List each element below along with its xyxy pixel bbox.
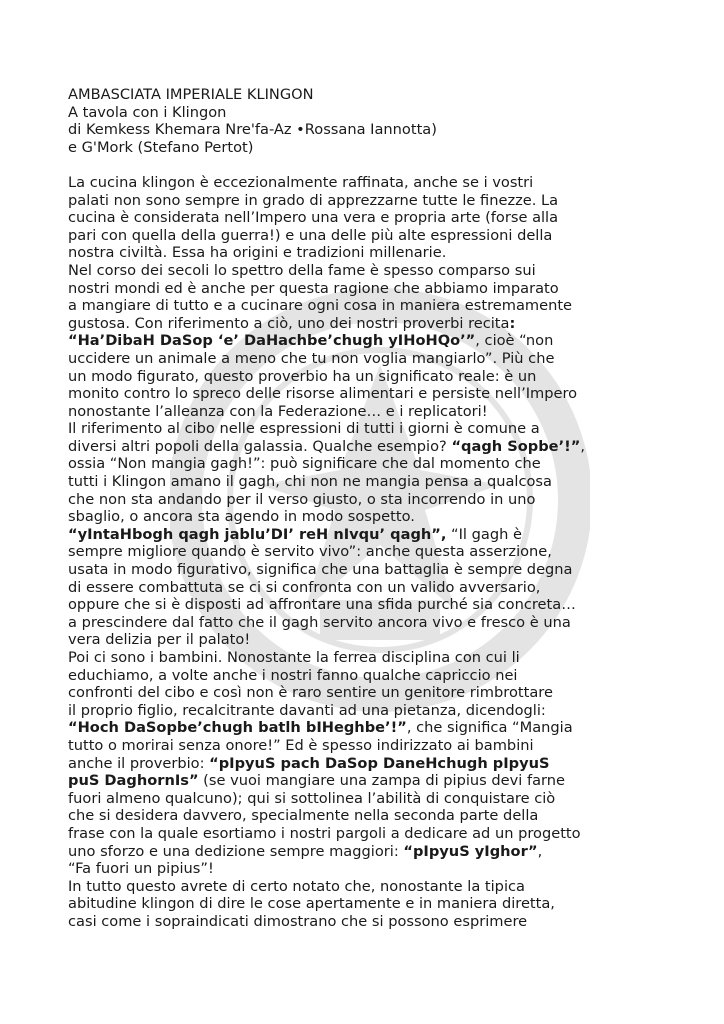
body-text: “Fa fuori un pipius”!: [68, 860, 214, 878]
body-line: [68, 684, 593, 702]
body-line: [68, 420, 593, 438]
body-line: [68, 209, 593, 227]
body-line: [68, 860, 593, 878]
body-line: [68, 843, 593, 861]
body-text: uno sforzo e una dedizione sempre maggiori:: [68, 842, 404, 860]
body-line: [68, 807, 593, 825]
body-line: [68, 473, 593, 491]
header-title: AMBASCIATA IMPERIALE KLINGON: [68, 86, 314, 103]
body-line: [68, 491, 593, 509]
body-line: [68, 174, 593, 192]
body-line: [68, 385, 593, 403]
body-text: che non sta andando per il verso giusto, o sta incorrendo in uno: [68, 490, 536, 508]
body-line: [68, 526, 593, 544]
body-line: [68, 737, 593, 755]
body-line: [68, 297, 593, 315]
klingon-proverb-text: puS DaghornIs”: [68, 772, 199, 790]
body-text: confronti del cibo e così non è raro sentire un genitore rimbrottare: [68, 684, 553, 702]
body-line: [68, 192, 593, 210]
body-line: [68, 913, 593, 931]
body-text: tutti i Klingon amano il gagh, chi non ne mangia pensa a qualcosa: [68, 473, 552, 491]
body-text: sempre migliore quando è servito vivo”: anche questa asserzione,: [68, 543, 552, 561]
body-text: usata in modo figurativo, significa che una battaglia è sempre degna: [68, 561, 573, 579]
body-text: casi come i sopraindicati dimostrano che si possono esprimere: [68, 912, 528, 930]
body-line: [68, 702, 593, 720]
body-text: vera delizia per il palato!: [68, 631, 251, 649]
body-line: [68, 350, 593, 368]
body-text: ,: [537, 842, 543, 860]
body-text: ,: [580, 437, 585, 455]
body-line: [68, 280, 593, 298]
body-line: [68, 719, 593, 737]
body-line: [68, 262, 593, 280]
body-text: anche il proverbio:: [68, 754, 210, 772]
body-text: gustosa. Con riferimento a ciò, uno dei nostri proverbi recita: [68, 314, 510, 332]
body-line: [68, 772, 593, 790]
body-line: [68, 403, 593, 421]
body-text: uccidere un animale a meno che tu non voglia mangiarlo”. Più che: [68, 349, 555, 367]
body-text: palati non sono sempre in grado di apprezzarne tutte le finezze. La: [68, 191, 559, 209]
body-line: [68, 878, 593, 896]
article-body: [68, 174, 593, 931]
body-text: Nel corso dei secoli lo spettro della fame è spesso comparso sui: [68, 261, 536, 279]
body-text: che si desidera davvero, specialmente nella seconda parte della: [68, 807, 539, 825]
body-line: [68, 332, 593, 350]
header-subtitle: A tavola con i Klingon: [68, 103, 227, 121]
body-line: [68, 438, 593, 456]
body-text: , cioè “non: [475, 332, 554, 350]
klingon-proverb-text: “pIpyuS pach DaSop DaneHchugh pIpyuS: [209, 754, 550, 772]
body-line: [68, 649, 593, 667]
body-line: [68, 631, 593, 649]
klingon-proverb-text: “Hoch DaSopbe’chugh batlh bIHeghbe’!”: [68, 719, 407, 737]
body-text: “Il gagh è: [446, 525, 522, 543]
body-text: educhiamo, a volte anche i nostri fanno qualche capriccio nei: [68, 666, 518, 684]
body-text: sbaglio, o ancora sta agendo in modo sospetto.: [68, 508, 415, 526]
klingon-proverb-text: “qagh Sopbe’!”: [451, 437, 581, 455]
body-line: [68, 755, 593, 773]
body-line: [68, 455, 593, 473]
body-line: [68, 825, 593, 843]
body-line: [68, 579, 593, 597]
document-page: [68, 86, 593, 931]
body-text: cucina è considerata nell’Impero una vera e propria arte (forse alla: [68, 209, 559, 227]
body-line: [68, 508, 593, 526]
body-line: [68, 561, 593, 579]
body-text: ossia “Non mangia gagh!”: può significare che dal momento che: [68, 455, 541, 473]
body-text: un modo figurato, questo proverbio ha un significato reale: è un: [68, 367, 537, 385]
body-text: , che significa “Mangia: [406, 719, 573, 737]
body-text: abitudine klingon di dire le cose apertamente e in maniera diretta,: [68, 895, 555, 913]
paragraph-gap: [68, 156, 593, 174]
body-line: [68, 227, 593, 245]
body-line: [68, 667, 593, 685]
klingon-proverb-text: “yIntaHbogh qagh jablu’DI’ reH nIvqu’ qagh”,: [68, 525, 447, 543]
body-text: (se vuoi mangiare una zampa di pipius devi farne: [198, 772, 566, 790]
body-line: [68, 596, 593, 614]
body-text: di essere combattuta se ci si confronta con un valido avversario,: [68, 578, 541, 596]
body-text: pari con quella della guerra!) e una delle più alte espressioni della: [68, 226, 553, 244]
body-line: [68, 790, 593, 808]
body-text: oppure che si è disposti ad affrontare una sfida purché sia concreta…: [68, 596, 576, 614]
header-authors: di Kemkess Khemara Nre'fa-Az •Rossana Iannotta): [68, 121, 437, 139]
body-text: La cucina klingon è eccezionalmente raffinata, anche se i vostri: [68, 173, 534, 191]
body-text: a prescindere dal fatto che il gagh servito ancora vivo e fresco è una: [68, 613, 571, 631]
body-line: [68, 244, 593, 262]
body-text: nostri mondi ed è anche per questa ragione che abbiamo imparato: [68, 279, 559, 297]
body-text: a mangiare di tutto e a cucinare ogni cosa in maniera estremamente: [68, 297, 573, 315]
body-text: tutto o morirai senza onore!” Ed è spesso indirizzato ai bambini: [68, 736, 534, 754]
body-text: monito contro lo spreco delle risorse alimentari e persiste nell’Impero: [68, 385, 578, 403]
klingon-proverb-text: “pIpyuS yIghor”: [403, 842, 538, 860]
body-text: frase con la quale esortiamo i nostri pargoli a dedicare ad un progetto: [68, 824, 581, 842]
body-line: [68, 368, 593, 386]
klingon-proverb-text: “Ha’DibaH DaSop ‘e’ DaHachbe’chugh yIHoHQo’”: [68, 332, 476, 350]
body-text: diversi altri popoli della galassia. Qualche esempio?: [68, 437, 452, 455]
body-text: Poi ci sono i bambini. Nonostante la ferrea disciplina con cui li: [68, 649, 520, 666]
body-text: il proprio figlio, recalcitrante davanti ad una pietanza, dicendogli:: [68, 701, 546, 719]
body-line: [68, 895, 593, 913]
klingon-proverb-text: :: [509, 314, 516, 332]
body-line: [68, 543, 593, 561]
body-line: [68, 614, 593, 632]
body-text: Il riferimento al cibo nelle espressioni di tutti i giorni è comune a: [68, 420, 540, 438]
body-text: nostra civiltà. Essa ha origini e tradizioni millenarie.: [68, 244, 447, 262]
body-text: In tutto questo avrete di certo notato che, nonostante la tipica: [68, 877, 525, 895]
body-text: fuori almeno qualcuno); qui si sottolinea l’abilità di conquistare ciò: [68, 789, 556, 807]
header-coauthor: e G'Mork (Stefano Pertot): [68, 138, 254, 156]
body-line: [68, 315, 593, 333]
body-text: nonostante l’alleanza con la Federazione… e i replicatori!: [68, 402, 488, 420]
